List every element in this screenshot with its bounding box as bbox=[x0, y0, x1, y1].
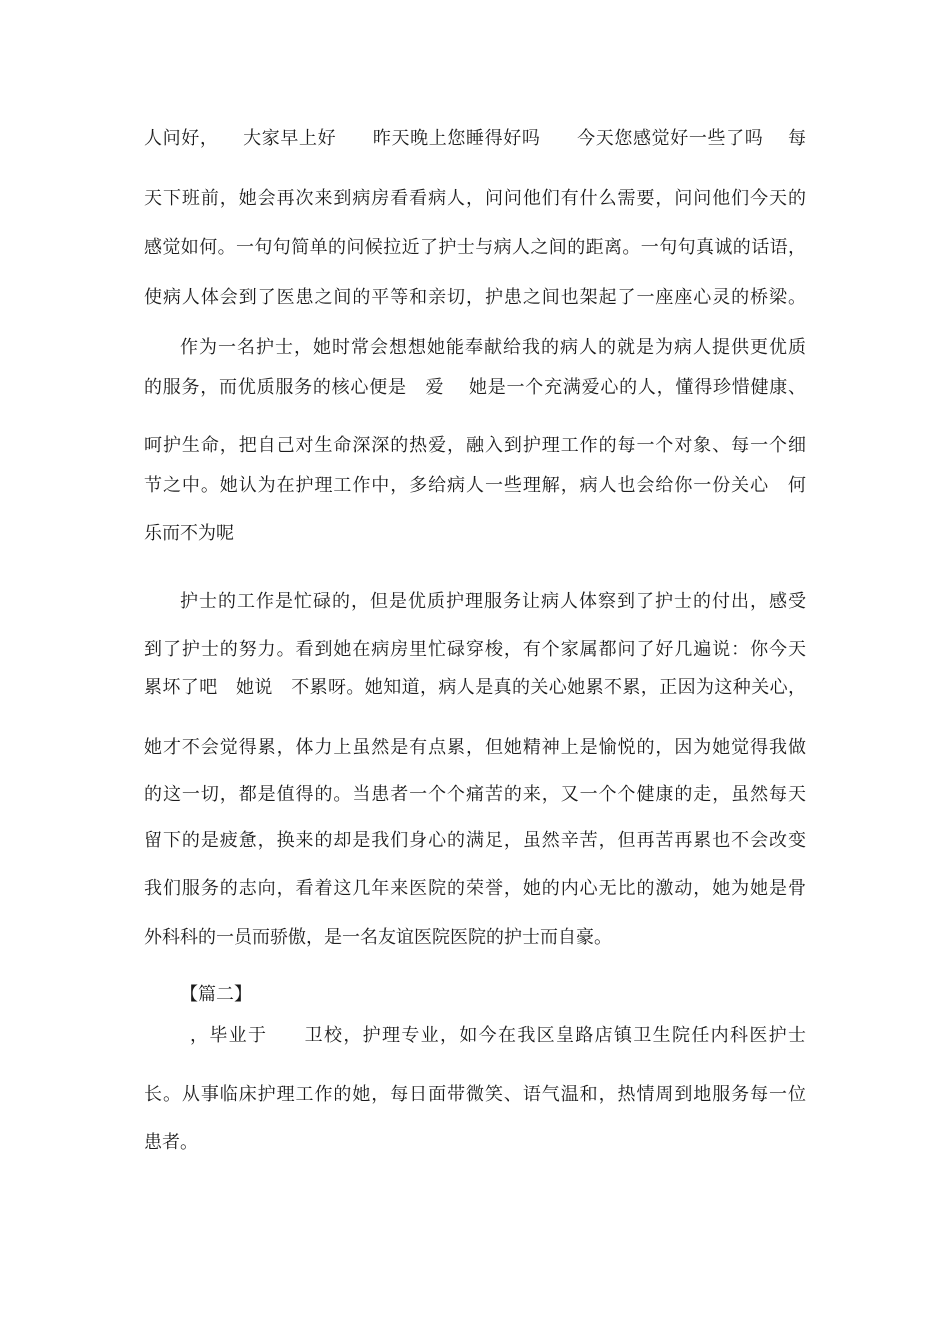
line-6-part-1: 的服务，而优质服务的核心便是 bbox=[144, 377, 407, 398]
line-8-part-1: 节之中。她认为在护理工作中，多给病人一些理解，病人也会给你一份关心 bbox=[144, 475, 770, 496]
text-line-15: 留下的是疲惫，换来的却是我们身心的满足，虽然辛苦，但再苦再累也不会改变 bbox=[144, 830, 806, 851]
line-19-part-1: ，毕业于 bbox=[190, 1025, 268, 1046]
text-line-3: 感觉如何。一句句简单的问候拉近了护士与病人之间的距离。一句句真诚的话语， bbox=[144, 237, 806, 258]
text-line-12 bbox=[144, 676, 806, 700]
line-8-part-2: 何 bbox=[787, 475, 807, 496]
text-line-7: 呵护生命，把自己对生命深深的热爱，融入到护理工作的每一个对象、每一个细 bbox=[144, 435, 806, 456]
line-6-part-3: 她是一个充满爱心的人，懂得珍惜健康、 bbox=[468, 377, 807, 398]
text-line-19 bbox=[190, 1024, 806, 1048]
line-1-part-4: 今天您感觉好一些了吗 bbox=[576, 128, 764, 149]
section-heading: 【篇二】 bbox=[180, 984, 252, 1005]
text-line-14: 的这一切，都是值得的。当患者一个个痛苦的来，又一个个健康的走，虽然每天 bbox=[144, 784, 806, 805]
line-12-part-2: 她说 bbox=[235, 677, 273, 698]
text-line-11: 到了护士的努力。看到她在病房里忙碌穿梭，有个家属都问了好几遍说：你今天 bbox=[144, 639, 806, 660]
line-12-part-1: 累坏了吧 bbox=[144, 677, 218, 698]
line-1-part-3: 昨天晚上您睡得好吗 bbox=[372, 128, 541, 149]
line-12-part-3: 不累呀。她知道，病人是真的关心她累不累，正因为这种关心， bbox=[290, 677, 807, 698]
text-line-13: 她才不会觉得累，体力上虽然是有点累，但她精神上是愉悦的，因为她觉得我做 bbox=[144, 737, 806, 758]
text-line-16: 我们服务的志向，看着这几年来医院的荣誉，她的内心无比的激动，她为她是骨 bbox=[144, 878, 806, 899]
text-line-1 bbox=[144, 127, 806, 151]
text-line-10: 护士的工作是忙碌的，但是优质护理服务让病人体察到了护士的付出，感受 bbox=[180, 591, 806, 612]
line-6-part-2: 爱 bbox=[424, 377, 445, 398]
line-1-part-5: 每 bbox=[787, 128, 806, 149]
line-1-part-2: 大家早上好 bbox=[242, 128, 337, 149]
line-1-part-1: 人问好， bbox=[144, 128, 219, 149]
text-line-2: 天下班前，她会再次来到病房看看病人，问问他们有什么需要，问问他们今天的 bbox=[144, 188, 806, 209]
line-19-part-2: 卫校，护理专业，如今在我区皇路店镇卫生院任内科医护士 bbox=[303, 1025, 807, 1046]
text-line-21: 患者。 bbox=[144, 1132, 198, 1153]
text-line-20: 长。从事临床护理工作的她，每日面带微笑、语气温和，热情周到地服务每一位 bbox=[144, 1084, 806, 1105]
text-line-8 bbox=[144, 474, 806, 498]
text-line-6 bbox=[144, 376, 806, 400]
text-line-4: 使病人体会到了医患之间的平等和亲切，护患之间也架起了一座座心灵的桥梁。 bbox=[144, 287, 806, 308]
text-line-5: 作为一名护士，她时常会想想她能奉献给我的病人的就是为病人提供更优质 bbox=[180, 337, 806, 358]
text-line-9: 乐而不为呢 bbox=[144, 523, 234, 544]
text-line-17: 外科科的一员而骄傲，是一名友谊医院医院的护士而自豪。 bbox=[144, 927, 612, 948]
